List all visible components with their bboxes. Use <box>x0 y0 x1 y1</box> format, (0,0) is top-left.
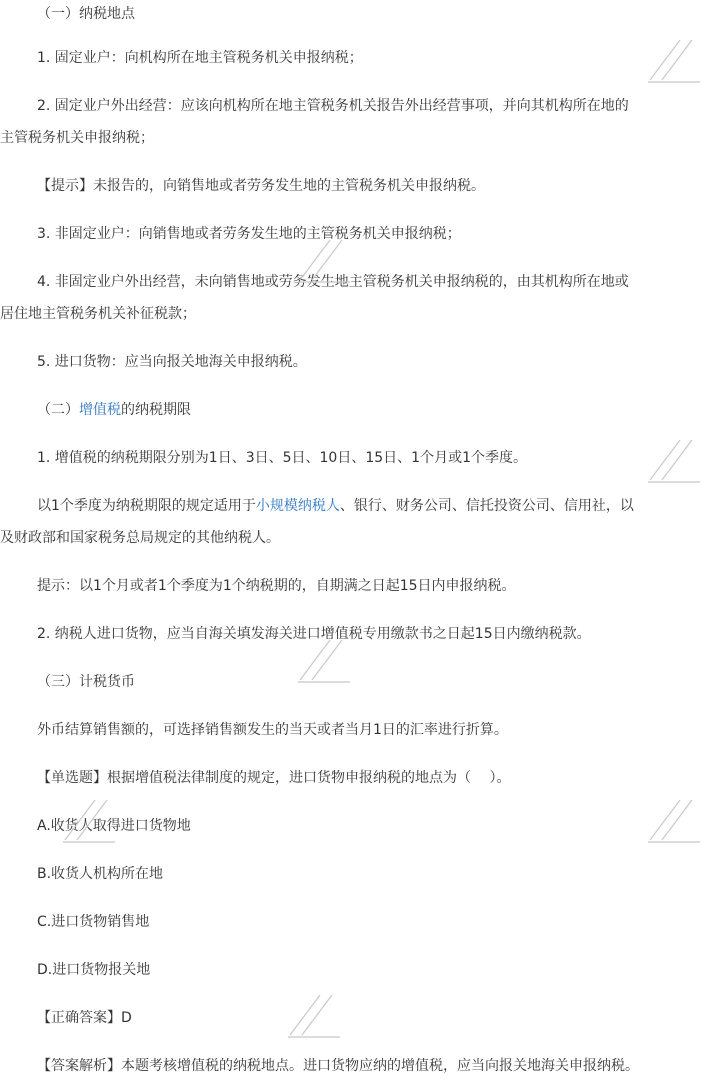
watermark-mark <box>55 790 125 850</box>
watermark-mark <box>290 230 360 290</box>
heading-suffix: 的纳税期限 <box>121 402 191 418</box>
paragraph-non-fixed-outside-line2: 居住地主管税务机关补征税款； <box>0 306 196 322</box>
paragraph-foreign-currency: 外币结算销售额的，可选择销售额发生的当天或者当月1日的汇率进行折算。 <box>37 722 508 738</box>
paragraph-non-fixed-outside-line1: 4. 非固定业户外出经营，未向销售地或劳务发生地主管税务机关申报纳税的，由其机构所在地或 <box>37 274 629 290</box>
answer-analysis: 【答案解析】本题考核增值税的纳税地点。进口货物应纳的增值税，应当向报关地海关申报纳税。 <box>37 1058 639 1074</box>
paragraph-import-payment: 2. 纳税人进口货物，应当自海关填发海关进口增值税专用缴款书之日起15日内缴纳税款。 <box>37 626 591 642</box>
paragraph-fixed-business-outside-line1: 2. 固定业户外出经营：应该向机构所在地主管税务机关报告外出经营事项，并向其机构所在地的 <box>37 98 629 114</box>
paragraph-quarter-period-line2: 及财政部和国家税务总局规定的其他纳税人。 <box>0 530 280 546</box>
vat-link[interactable]: 增值税 <box>79 402 121 418</box>
watermark-mark <box>640 790 710 850</box>
question-option-b: B.收货人机构所在地 <box>37 866 164 882</box>
watermark-mark <box>280 985 350 1045</box>
watermark-mark <box>640 30 710 90</box>
heading-prefix: （二） <box>37 402 79 418</box>
question-stem: 【单选题】根据增值税法律制度的规定，进口货物申报纳税的地点为（ ）。 <box>37 770 511 786</box>
paragraph-tax-period-list: 1. 增值税的纳税期限分别为1日、3日、5日、10日、15日、1个月或1个季度。 <box>37 450 527 466</box>
quarter-period-prefix: 以1个季度为纳税期限的规定适用于 <box>37 498 256 514</box>
section-heading-currency: （三）计税货币 <box>37 674 135 690</box>
quarter-period-suffix: 、银行、财务公司、信托投资公司、信用社，以 <box>339 498 634 514</box>
question-option-c: C.进口货物销售地 <box>37 914 150 930</box>
section-heading-tax-period <box>0 398 723 422</box>
watermark-mark <box>290 630 360 690</box>
paragraph-tip-unreported: 【提示】未报告的，向销售地或者劳务发生地的主管税务机关申报纳税。 <box>37 178 485 194</box>
paragraph-fixed-business: 1. 固定业户：向机构所在地主管税务机关申报纳税； <box>37 50 363 66</box>
watermark-mark <box>640 430 710 490</box>
small-scale-taxpayer-link[interactable]: 小规模纳税人 <box>255 498 340 514</box>
correct-answer: 【正确答案】D <box>37 1010 132 1026</box>
paragraph-tip-declaration: 提示：以1个月或者1个季度为1个纳税期的，自期满之日起15日内申报纳税。 <box>37 578 516 594</box>
paragraph-non-fixed-business: 3. 非固定业户：向销售地或者劳务发生地的主管税务机关申报纳税； <box>37 226 461 242</box>
paragraph-imported-goods: 5. 进口货物：应当向报关地海关申报纳税。 <box>37 354 307 370</box>
paragraph-quarter-period-line1 <box>0 494 723 518</box>
question-option-a: A.收货人取得进口货物地 <box>37 818 191 834</box>
section-heading-tax-location: （一）纳税地点 <box>37 6 135 22</box>
question-option-d: D.进口货物报关地 <box>37 962 151 978</box>
paragraph-fixed-business-outside-line2: 主管税务机关申报纳税； <box>0 130 154 146</box>
